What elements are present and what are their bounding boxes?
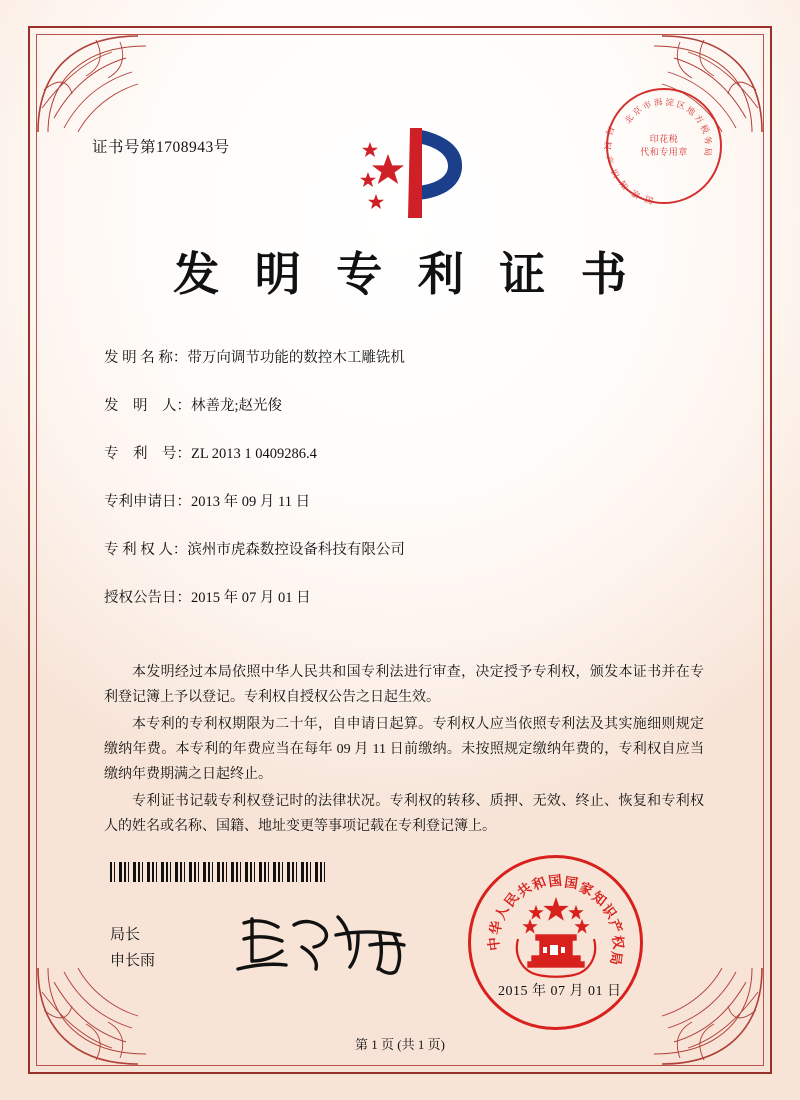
seal-date: 2015 年 07 月 01 日 [498,984,622,999]
field-invention-name [104,346,704,367]
field-value: 滨州市虎森数控设备科技有限公司 [187,542,405,558]
tax-stamp-core [640,133,688,159]
tax-stamp-core-line2: 代和专用章 [640,147,688,157]
tax-stamp-core-line1: 印花税 [649,134,679,144]
field-label: 专 利 权 人： [104,542,188,558]
field-list [104,346,704,634]
signature-title: 局长 [110,927,141,943]
legal-paragraph-2: 本专利的专利权期限为二十年，自申请日起算。专利权人应当依照专利法及其实施细则规定缴纳年费。本专利的年费应当在每年 09 月 11 日前缴纳。未按照规定缴纳年费的，专利权自应当缴纳年费期满之日起终止。 [104,717,704,782]
legal-paragraph-1: 本发明经过本局依照中华人民共和国专利法进行审查，决定授予专利权，颁发本证书并在专利登记簿上予以登记。专利权自授权公告之日起生效。 [104,665,704,705]
field-value: ZL 2013 1 0409286.4 [191,446,317,462]
field-label: 专利申请日： [104,494,191,510]
field-label: 发 明 人： [104,398,191,414]
barcode [110,862,325,882]
field-application-date [104,490,704,511]
field-patentee [104,538,704,559]
page-footer: 第 1 页 (共 1 页) [355,1037,445,1052]
signature-name: 申长雨 [110,953,156,969]
field-value: 带万向调节功能的数控木工雕铣机 [187,350,405,366]
field-label: 授权公告日： [104,590,191,606]
page-title: 发 明 专 利 证 书 [173,249,639,300]
field-inventor [104,394,704,415]
national-emblem-icon [510,895,602,979]
field-label: 发 明 名 称： [104,350,188,366]
field-patent-number [104,442,704,463]
field-label: 专 利 号： [104,446,191,462]
legal-paragraph-3: 专利证书记载专利权登记时的法律状况。专利权的转移、质押、无效、终止、恢复和专利权人的姓名或名称、国籍、地址变更等事项记载在专利登记簿上。 [104,794,704,834]
field-value: 2015 年 07 月 01 日 [191,590,311,606]
tax-stamp-ring-text: 北 京 市 海 淀 区 地 方 税 务 局 国 家 知 识 产 权 局 [602,96,714,207]
cnipa-logo [352,120,472,225]
field-grant-announcement-date [104,586,704,607]
national-seal: 中 华 人 民 共 和 国 国 家 知 识 产 权 局 [468,855,643,1030]
field-value: 林善龙;赵光俊 [191,398,283,414]
signature-block [110,922,155,974]
legal-body-text [104,660,704,841]
field-value: 2013 年 09 月 11 日 [191,494,311,510]
certificate-number: 证书号第1708943号 [92,139,230,156]
handwritten-signature [232,905,422,977]
tax-stamp-seal [602,88,722,207]
